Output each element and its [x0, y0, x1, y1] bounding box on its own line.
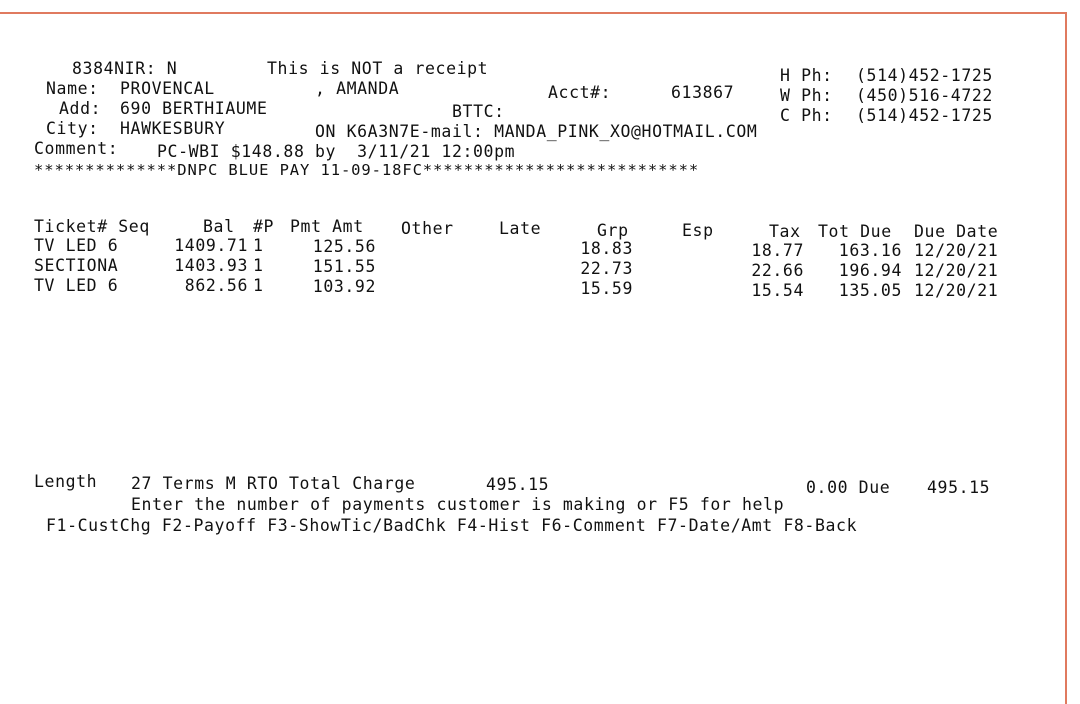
grp-cell: 15.59 [580, 279, 633, 298]
payment-cell: 103.92 [312, 277, 376, 296]
num-payments-cell: 1 [253, 256, 264, 275]
total-due-cell: 135.05 [838, 281, 902, 300]
cell-phone-number: (514)452-1725 [856, 106, 993, 125]
balance-cell: 1409.71 [174, 236, 248, 255]
address-value: 690 BERTHIAUME [120, 99, 268, 118]
terms-text: 27 Terms M RTO Total Charge [131, 474, 416, 493]
ticket-cell: TV LED 6 [34, 236, 119, 255]
right-border [1065, 12, 1067, 704]
name-label: Name: [46, 79, 99, 98]
total-due-cell: 196.94 [838, 261, 902, 280]
col-balance: Bal [203, 217, 235, 236]
col-total-due: Tot Due [818, 222, 892, 241]
total-charge-value: 495.15 [486, 475, 550, 494]
total-due-cell: 163.16 [838, 241, 902, 260]
col-payment-amount: Pmt Amt [290, 217, 364, 236]
work-phone-number: (450)516-4722 [856, 86, 993, 105]
col-late: Late [499, 219, 542, 238]
balance-cell: 1403.93 [174, 256, 248, 275]
col-ticket-seq: Ticket# Seq [34, 217, 150, 236]
home-phone-label: H Ph: [780, 66, 833, 85]
customer-last-name: PROVENCAL [120, 79, 215, 98]
customer-first-name: , AMANDA [315, 79, 400, 98]
comment-label: Comment: [34, 139, 119, 158]
home-phone-number: (514)452-1725 [856, 66, 993, 85]
length-label: Length [34, 472, 98, 491]
bttc-label: BTTC: [452, 102, 505, 121]
postal-email-line: ON K6A3N7E-mail: MANDA_PINK_XO@HOTMAIL.COM [315, 122, 758, 141]
due-date-cell: 12/20/21 [914, 241, 999, 260]
due-amount: 0.00 Due [806, 478, 891, 497]
tax-cell: 22.66 [751, 261, 804, 280]
comment-text: PC-WBI $148.88 by 3/11/21 12:00pm [157, 142, 516, 161]
acct-number: 613867 [671, 83, 735, 102]
num-payments-cell: 1 [253, 236, 264, 255]
payment-cell: 151.55 [312, 257, 376, 276]
due-total: 495.15 [927, 478, 991, 497]
city-label: City: [46, 119, 99, 138]
cell-phone-label: C Ph: [780, 106, 833, 125]
status-banner: **************DNPC BLUE PAY 11-09-18FC*************************** [34, 161, 700, 179]
ticket-cell: TV LED 6 [34, 276, 119, 295]
ticket-cell: SECTIONA [34, 256, 119, 275]
grp-cell: 18.83 [580, 239, 633, 258]
not-receipt-notice: This is NOT a receipt [267, 59, 489, 78]
address-label: Add: [59, 99, 102, 118]
payment-cell: 125.56 [312, 237, 376, 256]
col-num-payments: #P [253, 217, 275, 236]
col-due-date: Due Date [914, 222, 999, 241]
payments-prompt[interactable]: Enter the number of payments customer is making or F5 for help [131, 495, 785, 514]
function-key-bar[interactable]: F1-CustChg F2-Payoff F3-ShowTic/BadChk F4-Hist F6-Comment F7-Date/Amt F8-Back [46, 516, 858, 535]
num-payments-cell: 1 [253, 276, 264, 295]
col-other: Other [401, 219, 454, 238]
work-phone-label: W Ph: [780, 86, 833, 105]
col-tax: Tax [769, 222, 801, 241]
tax-cell: 18.77 [751, 241, 804, 260]
top-border [0, 12, 1067, 14]
col-grp: Grp [597, 221, 629, 240]
balance-cell: 862.56 [184, 276, 248, 295]
col-esp: Esp [682, 221, 714, 240]
city-value: HAWKESBURY [120, 119, 226, 138]
due-date-cell: 12/20/21 [914, 261, 999, 280]
tax-cell: 15.54 [751, 281, 804, 300]
acct-label: Acct#: [548, 83, 612, 102]
record-id: 8384NIR: N [72, 59, 178, 78]
grp-cell: 22.73 [580, 259, 633, 278]
due-date-cell: 12/20/21 [914, 281, 999, 300]
